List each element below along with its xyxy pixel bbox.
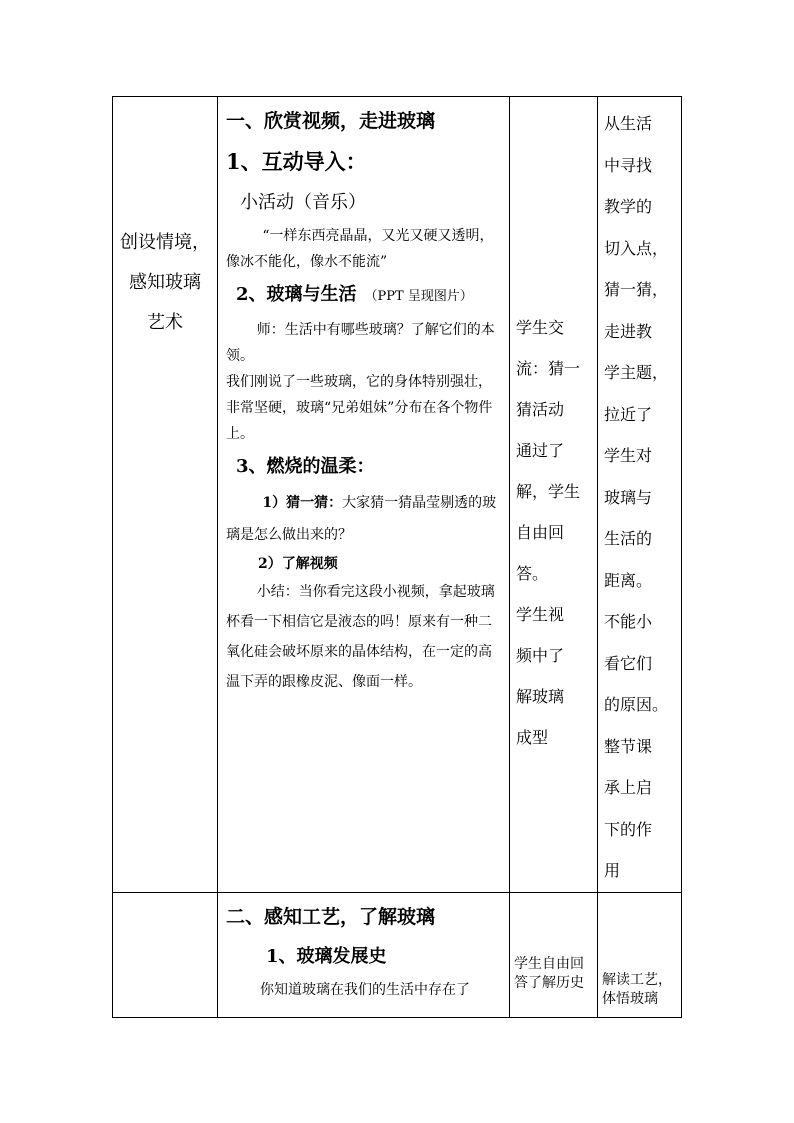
text-line: 不能小	[604, 612, 653, 631]
student-activity-cell	[510, 97, 598, 893]
text-line: 解，学生	[516, 482, 581, 501]
body-text: 我们刚说了一些玻璃，它的身体特别强壮，非常坚硬，玻璃“兄弟姐妹”分布在各个物件上。	[226, 374, 493, 442]
text-line: 通过了	[516, 441, 565, 460]
text-line: 距离。	[604, 570, 653, 590]
text-line: 整节课	[604, 736, 653, 756]
stage-line: 感知玻璃	[129, 272, 201, 293]
stage-cell	[113, 97, 218, 893]
item2-note: （PPT 呈现图片）	[364, 289, 473, 304]
text-line: 频中了	[516, 646, 565, 665]
table-row	[113, 892, 682, 1017]
text-line: 猜活动	[516, 400, 565, 419]
summary-text: 小结：当你看完这段小视频，拿起玻璃杯看一下相信它是液态的吗！原来有一种二氧化硅会破坏原来的晶体结构，在一定的高温下弄的跟橡皮泥、像面一样。	[226, 584, 495, 690]
design-purpose-cell: 解读工艺，体悟玻璃	[598, 892, 682, 1017]
lesson-plan-table	[112, 96, 682, 1018]
guess-label: 1）猜一猜：	[262, 495, 343, 511]
item-heading	[226, 275, 503, 317]
text-line: 用	[604, 861, 621, 880]
stage-line: 艺术	[147, 312, 183, 333]
text-line: 学生视	[516, 605, 565, 624]
video-label: 2）了解视频	[258, 556, 338, 572]
text-line: 看它们	[604, 653, 653, 673]
text-line: 承上启	[604, 778, 653, 797]
text-line: 玻璃与	[604, 487, 653, 507]
text-line: 生活的	[604, 529, 653, 548]
text-line: 下的作	[604, 819, 653, 839]
text-line: 教学的	[604, 197, 653, 216]
text-line: 切入点，	[604, 238, 669, 258]
text-line: 走进教	[604, 321, 653, 341]
text-line: 解玻璃	[516, 687, 565, 706]
text-line: 中寻找	[604, 155, 653, 175]
item-heading: 3、燃烧的温柔：	[236, 456, 375, 477]
text-line: 学生交	[516, 318, 565, 337]
text-line: 学主题，	[604, 363, 669, 382]
text-line: 学生对	[604, 446, 653, 465]
item-heading: 1、玻璃发展史	[266, 945, 387, 967]
teacher-question: 师：生活中有哪些玻璃？了解它们的本领。	[226, 322, 495, 364]
activity-heading: 小活动（音乐）	[240, 192, 366, 213]
content-cell	[218, 97, 510, 893]
item2-title: 2、玻璃与生活	[236, 284, 357, 305]
student-activity-cell: 学生自由回答了解历史	[510, 892, 598, 1017]
stage-cell	[113, 892, 218, 1017]
content-cell	[218, 892, 510, 1017]
table-row	[113, 97, 682, 893]
text-line: 的原因。	[604, 695, 669, 714]
text-line: 自由回	[516, 523, 565, 542]
text-line: 流：猜一	[516, 359, 581, 378]
text-line: 从生活	[604, 114, 653, 133]
stage-line: 创设情境，	[120, 232, 210, 253]
body-text: 你知道玻璃在我们的生活中存在了	[260, 981, 470, 998]
riddle-text: “一样东西亮晶晶，又光又硬又透明，像冰不能化，像水不能流”	[226, 228, 494, 270]
text-line: 猜一猜，	[604, 280, 669, 299]
section-title: 二、感知工艺，了解玻璃	[226, 905, 436, 928]
section-title: 一、欣赏视频，走进玻璃	[226, 110, 436, 132]
guess-text	[226, 487, 503, 551]
item-heading: 1、互动导入：	[226, 149, 367, 174]
text-line: 成型	[516, 728, 549, 747]
guess-body: 大家猜一猜晶莹剔透的玻璃是怎么做出来的？	[226, 495, 497, 543]
text-line: 答。	[516, 564, 549, 583]
text-line: 拉近了	[604, 404, 653, 424]
design-purpose-cell	[598, 97, 682, 893]
